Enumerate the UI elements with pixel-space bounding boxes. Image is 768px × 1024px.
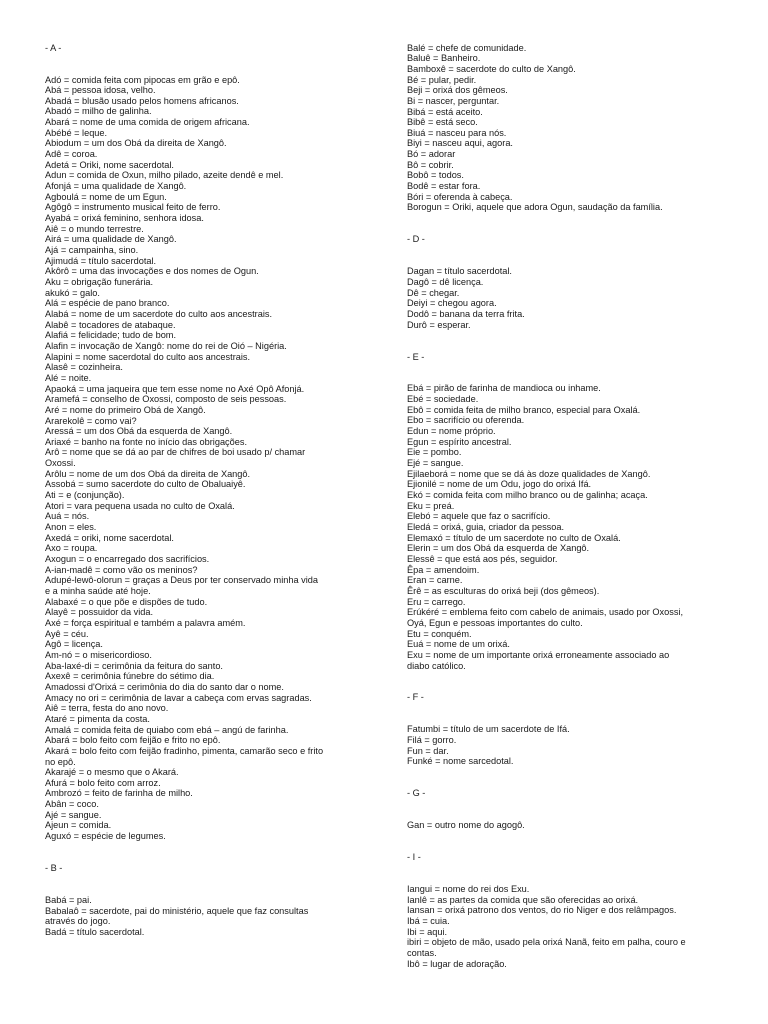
glossary-entry: Erúkéré = emblema feito com cabelo de animais, usado por Oxossi,: [407, 607, 684, 618]
spacer: [45, 884, 363, 895]
glossary-entry: Fun = dar.: [407, 745, 449, 756]
section-heading: - F -: [407, 692, 424, 703]
glossary-entry: Bóri = oferenda à cabeça.: [407, 191, 513, 202]
glossary-entry: Akarajé = o mesmo que o Akará.: [45, 767, 179, 778]
glossary-entry: Bô = cobrir.: [407, 159, 454, 170]
glossary-entry: Biuá = nasceu para nós.: [407, 127, 507, 138]
glossary-entry: Ajé = sangue.: [45, 809, 102, 820]
spacer: [407, 682, 725, 693]
glossary-entry: Deiyi = chegou agora.: [407, 298, 497, 309]
glossary-entry: Iangui = nome do rei dos Exu.: [407, 884, 530, 895]
glossary-entry: Akará = bolo feito com feijão fradinho, pimenta, camarão seco e frito: [45, 745, 324, 756]
spacer: [407, 330, 725, 341]
glossary-entry: Aiê = o mundo terrestre.: [45, 223, 144, 234]
glossary-entry: ibiri = objeto de mão, usado pela orixá Nanã, feito em palha, couro e: [407, 937, 686, 948]
spacer: [407, 11, 725, 22]
glossary-entry: Agôgô = instrumento musical feito de ferro.: [45, 202, 221, 213]
glossary-entry: Afurá = bolo feito com arroz.: [45, 777, 161, 788]
glossary-entry: Anon = eles.: [45, 522, 97, 533]
glossary-entry: Alayê = possuidor da vida.: [45, 607, 154, 618]
glossary-entry: Agô = licença.: [45, 639, 103, 650]
glossary-entry: Aressá = um dos Obá da esquerda de Xangô.: [45, 426, 233, 437]
glossary-entry: Abadó = milho de galinha.: [45, 106, 152, 117]
glossary-entry: Dodô = banana da terra frita.: [407, 308, 525, 319]
glossary-entry: Abiodum = um dos Obá da direita de Xangô.: [45, 138, 227, 149]
glossary-entry: Ejionilé = nome de um Odu, jogo do orixá Ifá.: [407, 479, 592, 490]
glossary-entry: Axedá = oriki, nome sacerdotal.: [45, 532, 174, 543]
glossary-entry: Axexê = cerimônia fúnebre do sétimo dia.: [45, 671, 215, 682]
glossary-entry: Oxossi.: [45, 458, 76, 469]
glossary-entry: Am-nó = o misericordioso.: [45, 649, 152, 660]
glossary-entry: Eku = preá.: [407, 500, 455, 511]
glossary-entry: Adupé-lewô-olorun = graças a Deus por ter conservado minha vida: [45, 575, 318, 586]
glossary-entry: Ianlê = as partes da comida que são oferecidas ao orixá.: [407, 894, 639, 905]
glossary-entry: Abará = nome de uma comida de origem africana.: [45, 117, 250, 128]
glossary-entry: Êrê = as esculturas do orixá beji (dos gêmeos).: [407, 585, 600, 596]
glossary-entry: Aiê = terra, festa do ano novo.: [45, 703, 169, 714]
glossary-entry: Amadossi d'Orixá = cerimônia do dia do santo dar o nome.: [45, 681, 284, 692]
glossary-entry: Elessê = que está aos pés, seguidor.: [407, 553, 558, 564]
glossary-entry: através do jogo.: [45, 916, 111, 927]
glossary-entry: Bibá = está aceito.: [407, 106, 483, 117]
glossary-entry: Ayabá = orixá feminino, senhora idosa.: [45, 213, 204, 224]
spacer: [407, 671, 725, 682]
glossary-entry: Ataré = pimenta da costa.: [45, 713, 150, 724]
spacer: [407, 767, 725, 778]
glossary-entry: Bobô = todos.: [407, 170, 464, 181]
glossary-entry: Alasê = cozinheira.: [45, 362, 123, 373]
glossary-entry: Bibê = está seco.: [407, 117, 478, 128]
spacer: [407, 873, 725, 884]
glossary-entry: Funké = nome sarcedotal.: [407, 756, 514, 767]
glossary-entry: Etu = conquém.: [407, 628, 472, 639]
glossary-entry: Assobá = sumo sacerdote do culto de Obaluaiyê.: [45, 479, 246, 490]
glossary-entry: Adetá = Oriki, nome sacerdotal.: [45, 159, 174, 170]
glossary-entry: Ariaxé = banho na fonte no início das obrigações.: [45, 436, 248, 447]
glossary-entry: Atori = vara pequena usada no culto de Oxalá.: [45, 500, 235, 511]
glossary-entry: akukó = galo.: [45, 287, 100, 298]
glossary-entry: Axogun = o encarregado dos sacrifícios.: [45, 554, 210, 565]
spacer: [45, 21, 363, 32]
glossary-entry: Ajá = campainha, sino.: [45, 245, 139, 255]
glossary-entry: Euá = nome de um orixá.: [407, 639, 510, 650]
glossary-entry: Alafiá = felicidade; tudo de bom.: [45, 330, 177, 341]
spacer: [407, 256, 725, 267]
glossary-entry: Êpa = amendoim.: [407, 564, 480, 575]
glossary-entry: Adó = comida feita com pipocas em grão e epô.: [45, 74, 240, 85]
glossary-entry: Airá = uma qualidade de Xangô.: [45, 234, 177, 245]
glossary-entry: Afonjá = uma qualidade de Xangô.: [45, 181, 187, 192]
glossary-entry: Adê = coroa.: [45, 149, 98, 160]
glossary-entry: diabo católico.: [407, 660, 466, 671]
glossary-entry: Abân = coco.: [45, 799, 99, 810]
glossary-entry: Ejé = sangue.: [407, 458, 464, 469]
spacer: [407, 799, 725, 810]
spacer: [45, 64, 363, 75]
glossary-left-column: [45, 0, 363, 938]
glossary-entry: Axé = força espiritual e também a palavra amém.: [45, 617, 246, 628]
glossary-entry: Aré = nome do primeiro Obá de Xangô.: [45, 404, 206, 415]
glossary-entry: Baluê = Banheiro.: [407, 53, 481, 64]
glossary-entry: Eie = pombo.: [407, 447, 462, 458]
glossary-entry: Arô = nome que se dá ao par de chifres de boi usado p/ chamar: [45, 447, 306, 458]
spacer: [45, 32, 363, 43]
spacer: [45, 0, 363, 11]
glossary-entry: Alabaxé = o que põe e dispões de tudo.: [45, 596, 208, 607]
glossary-entry: Adun = comida de Oxun, milho pilado, azeite dendê e mel.: [45, 170, 284, 181]
glossary-entry: Badá = título sacerdotal.: [45, 926, 145, 937]
glossary-entry: Edun = nome próprio.: [407, 426, 496, 437]
glossary-entry: Auá = nós.: [45, 511, 90, 522]
glossary-entry: Ajeun = comida.: [45, 820, 112, 831]
glossary-entry: Bamboxê = sacerdote do culto de Xangô.: [407, 63, 576, 74]
glossary-entry: Aguxó = espécie de legumes.: [45, 831, 166, 842]
glossary-entry: Abadá = blusão usado pelos homens africanos.: [45, 95, 239, 106]
glossary-entry: Gan = outro nome do agogô.: [407, 820, 525, 831]
glossary-right-column: [407, 0, 725, 969]
glossary-entry: Alabê = tocadores de atabaque.: [45, 319, 176, 330]
glossary-entry: Elemaxó = título de um sacerdote no culto de Oxalá.: [407, 532, 621, 543]
spacer: [407, 863, 725, 874]
glossary-entry: Dê = chegar.: [407, 287, 460, 298]
glossary-entry: Alabá = nome de um sacerdote do culto aos ancestrais.: [45, 308, 273, 319]
glossary-entry: no epô.: [45, 756, 76, 767]
section-heading: - G -: [407, 788, 426, 799]
glossary-entry: Ati = e (conjunção).: [45, 490, 125, 501]
section-heading: - A -: [45, 42, 62, 53]
spacer: [45, 842, 363, 853]
spacer: [407, 32, 725, 43]
glossary-entry: Ejilaeborá = nome que se dá às doze qualidades de Xangô.: [407, 468, 651, 479]
glossary-entry: Bé = pular, pedir.: [407, 74, 477, 85]
glossary-entry: Ebô = comida feita de milho branco, especial para Oxalá.: [407, 404, 641, 415]
glossary-entry: Arôlu = nome de um dos Obá da direita de Xangô.: [45, 468, 251, 479]
glossary-entry: Borogun = Oriki, aquele que adora Ogun, saudação da família.: [407, 202, 663, 213]
glossary-entry: Eru = carrego.: [407, 596, 466, 607]
glossary-entry: Apaoká = uma jaqueira que tem esse nome no Axé Opô Afonjá.: [45, 383, 305, 394]
glossary-entry: Alá = espécie de pano branco.: [45, 298, 170, 309]
spacer: [45, 874, 363, 885]
glossary-entry: Alapini = nome sacerdotal do culto aos ancestrais.: [45, 351, 251, 362]
glossary-entry: Bi = nascer, perguntar.: [407, 95, 500, 106]
spacer: [407, 213, 725, 224]
glossary-entry: Abá = pessoa idosa, velho.: [45, 85, 156, 96]
glossary-entry: Agboulá = nome de um Egun.: [45, 191, 167, 202]
glossary-entry: Eran = carne.: [407, 575, 463, 586]
glossary-entry: Babalaô = sacerdote, pai do ministério, aquele que faz consultas: [45, 905, 309, 916]
glossary-entry: Dagan = título sacerdotal.: [407, 266, 512, 277]
glossary-entry: e a minha saúde até hoje.: [45, 586, 151, 596]
glossary-entry: Babá = pai.: [45, 894, 92, 905]
glossary-entry: Elebó = aquele que faz o sacrifício.: [407, 511, 551, 522]
glossary-entry: Alé = noite.: [45, 372, 92, 383]
glossary-entry: Ibi = aqui.: [407, 926, 448, 937]
spacer: [407, 224, 725, 235]
glossary-entry: Ekó = comida feita com milho branco ou de galinha; acaça.: [407, 490, 648, 500]
glossary-entry: Alafin = invocação de Xangô: nome do rei de Oió – Nigéria.: [45, 340, 287, 351]
spacer: [407, 341, 725, 352]
glossary-entry: Axo = roupa.: [45, 543, 98, 554]
glossary-entry: Ibá = cuia.: [407, 916, 450, 927]
spacer: [407, 0, 725, 11]
glossary-entry: Ajimudá = título sacerdotal.: [45, 255, 157, 266]
glossary-entry: Ayê = céu.: [45, 628, 89, 639]
glossary-entry: Eledá = orixá, guia, criador da pessoa.: [407, 521, 565, 532]
glossary-entry: contas.: [407, 948, 437, 959]
spacer: [407, 21, 725, 32]
section-heading: - B -: [45, 863, 63, 874]
glossary-entry: Abébé = leque.: [45, 127, 108, 138]
section-heading: - E -: [407, 351, 425, 362]
glossary-entry: Beji = orixá dos gêmeos.: [407, 85, 508, 96]
glossary-entry: Akôrô = uma das invocações e dos nomes de Ogun.: [45, 266, 259, 277]
glossary-entry: Bó = adorar: [407, 149, 456, 160]
glossary-entry: Bodê = estar fora.: [407, 181, 481, 192]
glossary-entry: Abará = bolo feito com feijão e frito no epô.: [45, 735, 221, 746]
glossary-entry: Amalá = comida feita de quiabo com ebá – angú de farinha.: [45, 724, 289, 735]
glossary-entry: Biyi = nasceu aqui, agora.: [407, 138, 513, 149]
spacer: [407, 362, 725, 373]
section-heading: - I -: [407, 852, 421, 863]
spacer: [407, 714, 725, 725]
spacer: [407, 373, 725, 384]
glossary-entry: Ambrozó = feito de farinha de milho.: [45, 788, 193, 799]
glossary-entry: Exu = nome de um importante orixá erroneamente associado ao: [407, 649, 670, 660]
glossary-entry: Ebá = pirão de farinha de mandioca ou inhame.: [407, 383, 601, 394]
glossary-entry: Dagô = dê licença.: [407, 276, 484, 287]
glossary-entry: Durô = esperar.: [407, 319, 471, 330]
spacer: [407, 810, 725, 821]
glossary-entry: Ararekolê = como vai?: [45, 415, 137, 426]
glossary-entry: Balé = chefe de comunidade.: [407, 42, 527, 53]
spacer: [45, 11, 363, 22]
section-heading: - D -: [407, 234, 425, 245]
glossary-entry: Aramefá = conselho de Oxossi, composto de seis pessoas.: [45, 394, 287, 405]
glossary-entry: Ebo = sacrifício ou oferenda.: [407, 415, 525, 426]
glossary-entry: A-ian-madê = como vão os meninos?: [45, 564, 198, 575]
glossary-entry: Aku = obrigação funerária.: [45, 276, 154, 287]
spacer: [407, 842, 725, 853]
spacer: [407, 831, 725, 842]
glossary-entry: Ebé = sociedade.: [407, 394, 479, 405]
glossary-entry: Oyá, Egun e pessoas importantes do culto.: [407, 617, 583, 628]
glossary-entry: Elerin = um dos Obá da esquerda de Xangô.: [407, 543, 590, 554]
glossary-entry: Ibô = lugar de adoração.: [407, 958, 507, 969]
spacer: [45, 53, 363, 64]
glossary-entry: Fatumbi = título de um sacerdote de Ifá.: [407, 724, 570, 735]
glossary-entry: Iansan = orixá patrono dos ventos, do rio Niger e dos relâmpagos.: [407, 905, 677, 916]
spacer: [407, 778, 725, 789]
spacer: [407, 245, 725, 256]
glossary-entry: Amacy no ori = cerimônia de lavar a cabeça com ervas sagradas.: [45, 692, 312, 703]
glossary-entry: Aba-laxé-di = cerimônia da feitura do santo.: [45, 660, 223, 671]
spacer: [407, 703, 725, 714]
spacer: [45, 852, 363, 863]
glossary-entry: Egun = espírito ancestral.: [407, 436, 512, 447]
glossary-entry: Filá = gorro.: [407, 735, 457, 746]
